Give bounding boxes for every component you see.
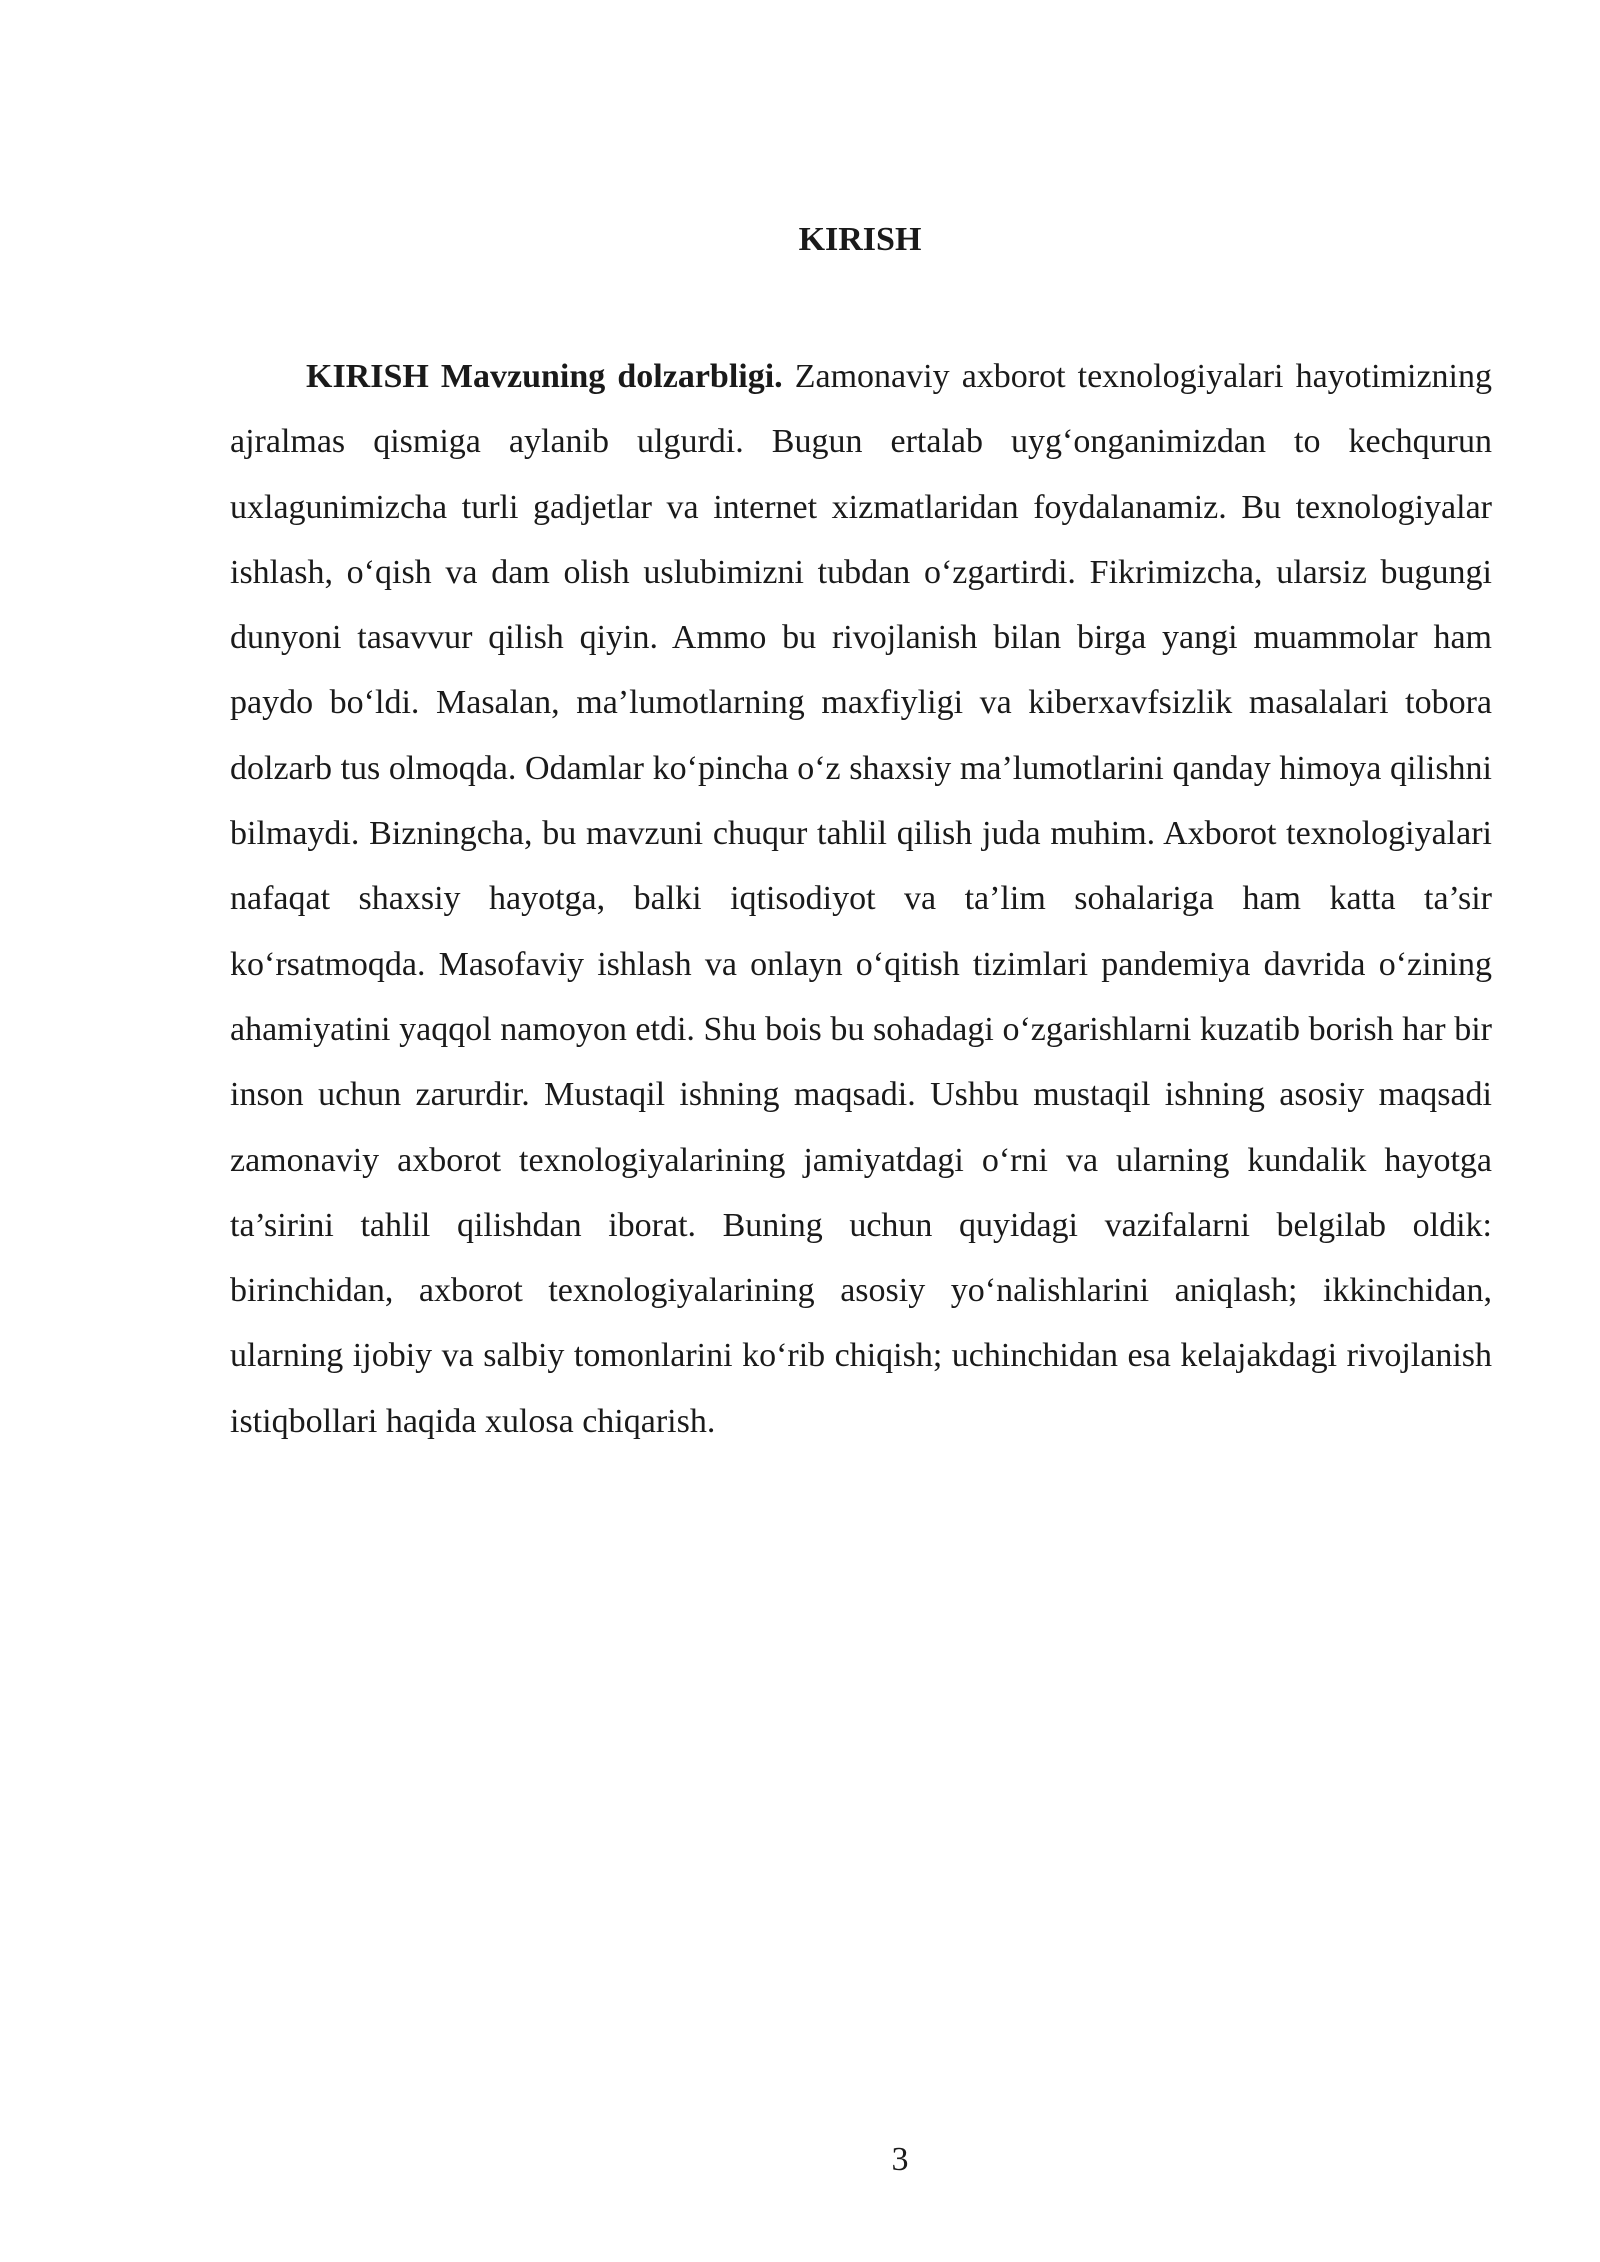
paragraph-lead: KIRISH Mavzuning dolzarbligi. [306, 358, 783, 395]
paragraph-text: Zamonaviy axborot texnologiyalari hayotimizning ajralmas qismiga aylanib ulgurdi. Bugun ertalab uyg‘onganimizdan to kechqurun uxlagunimizcha turli gadjetlar va internet xizmatlaridan foydalanamiz. Bu texnologiyalar ishlash, o‘qish va dam olish uslubimizni tubdan o‘zgartirdi. Fikrimizcha, ularsiz bugungi dunyoni tasavvur qilish qiyin. Ammo bu rivojlanish bilan birga yangi muammolar ham paydo bo‘ldi. Masalan, ma’lumotlarning maxfiyligi va kiberxavfsizlik masalalari tobora dolzarb tus olmoqda. Odamlar ko‘pincha o‘z shaxsiy ma’lumotlarini qanday himoya qilishni bilmaydi. Bizningcha, bu mavzuni chuqur tahlil qilish juda muhim. Axborot texnologiyalari nafaqat shaxsiy hayotga, balki iqtisodiyot va ta’lim sohalariga ham katta ta’sir ko‘rsatmoqda. Masofaviy ishlash va onlayn o‘qitish tizimlari pandemiya davrida o‘zining ahamiyatini yaqqol namoyon etdi. Shu bois bu sohadagi o‘zgarishlarni kuzatib borish har bir inson uchun zarurdir. Mustaqil ishning maqsadi. Ushbu mustaqil ishning asosiy maqsadi zamonaviy axborot texnologiyalarining jamiyatdagi o‘rni va ularning kundalik hayotga ta’sirini tahlil qilishdan iborat. Buning uchun quyidagi vazifalarni belgilab oldik: birinchidan, axborot texnologiyalarining asosiy yo‘nalishlarini aniqlash; ikkinchidan, ularning ijobiy va salbiy tomonlarini ko‘rib chiqish; uchinchidan esa kelajakdagi rivojlanish istiqbollari haqida xulosa chiqarish. [230, 358, 1492, 1440]
body-paragraph [230, 344, 1492, 1454]
section-heading: KIRISH [798, 221, 922, 258]
page-number: 3 [891, 2141, 909, 2178]
